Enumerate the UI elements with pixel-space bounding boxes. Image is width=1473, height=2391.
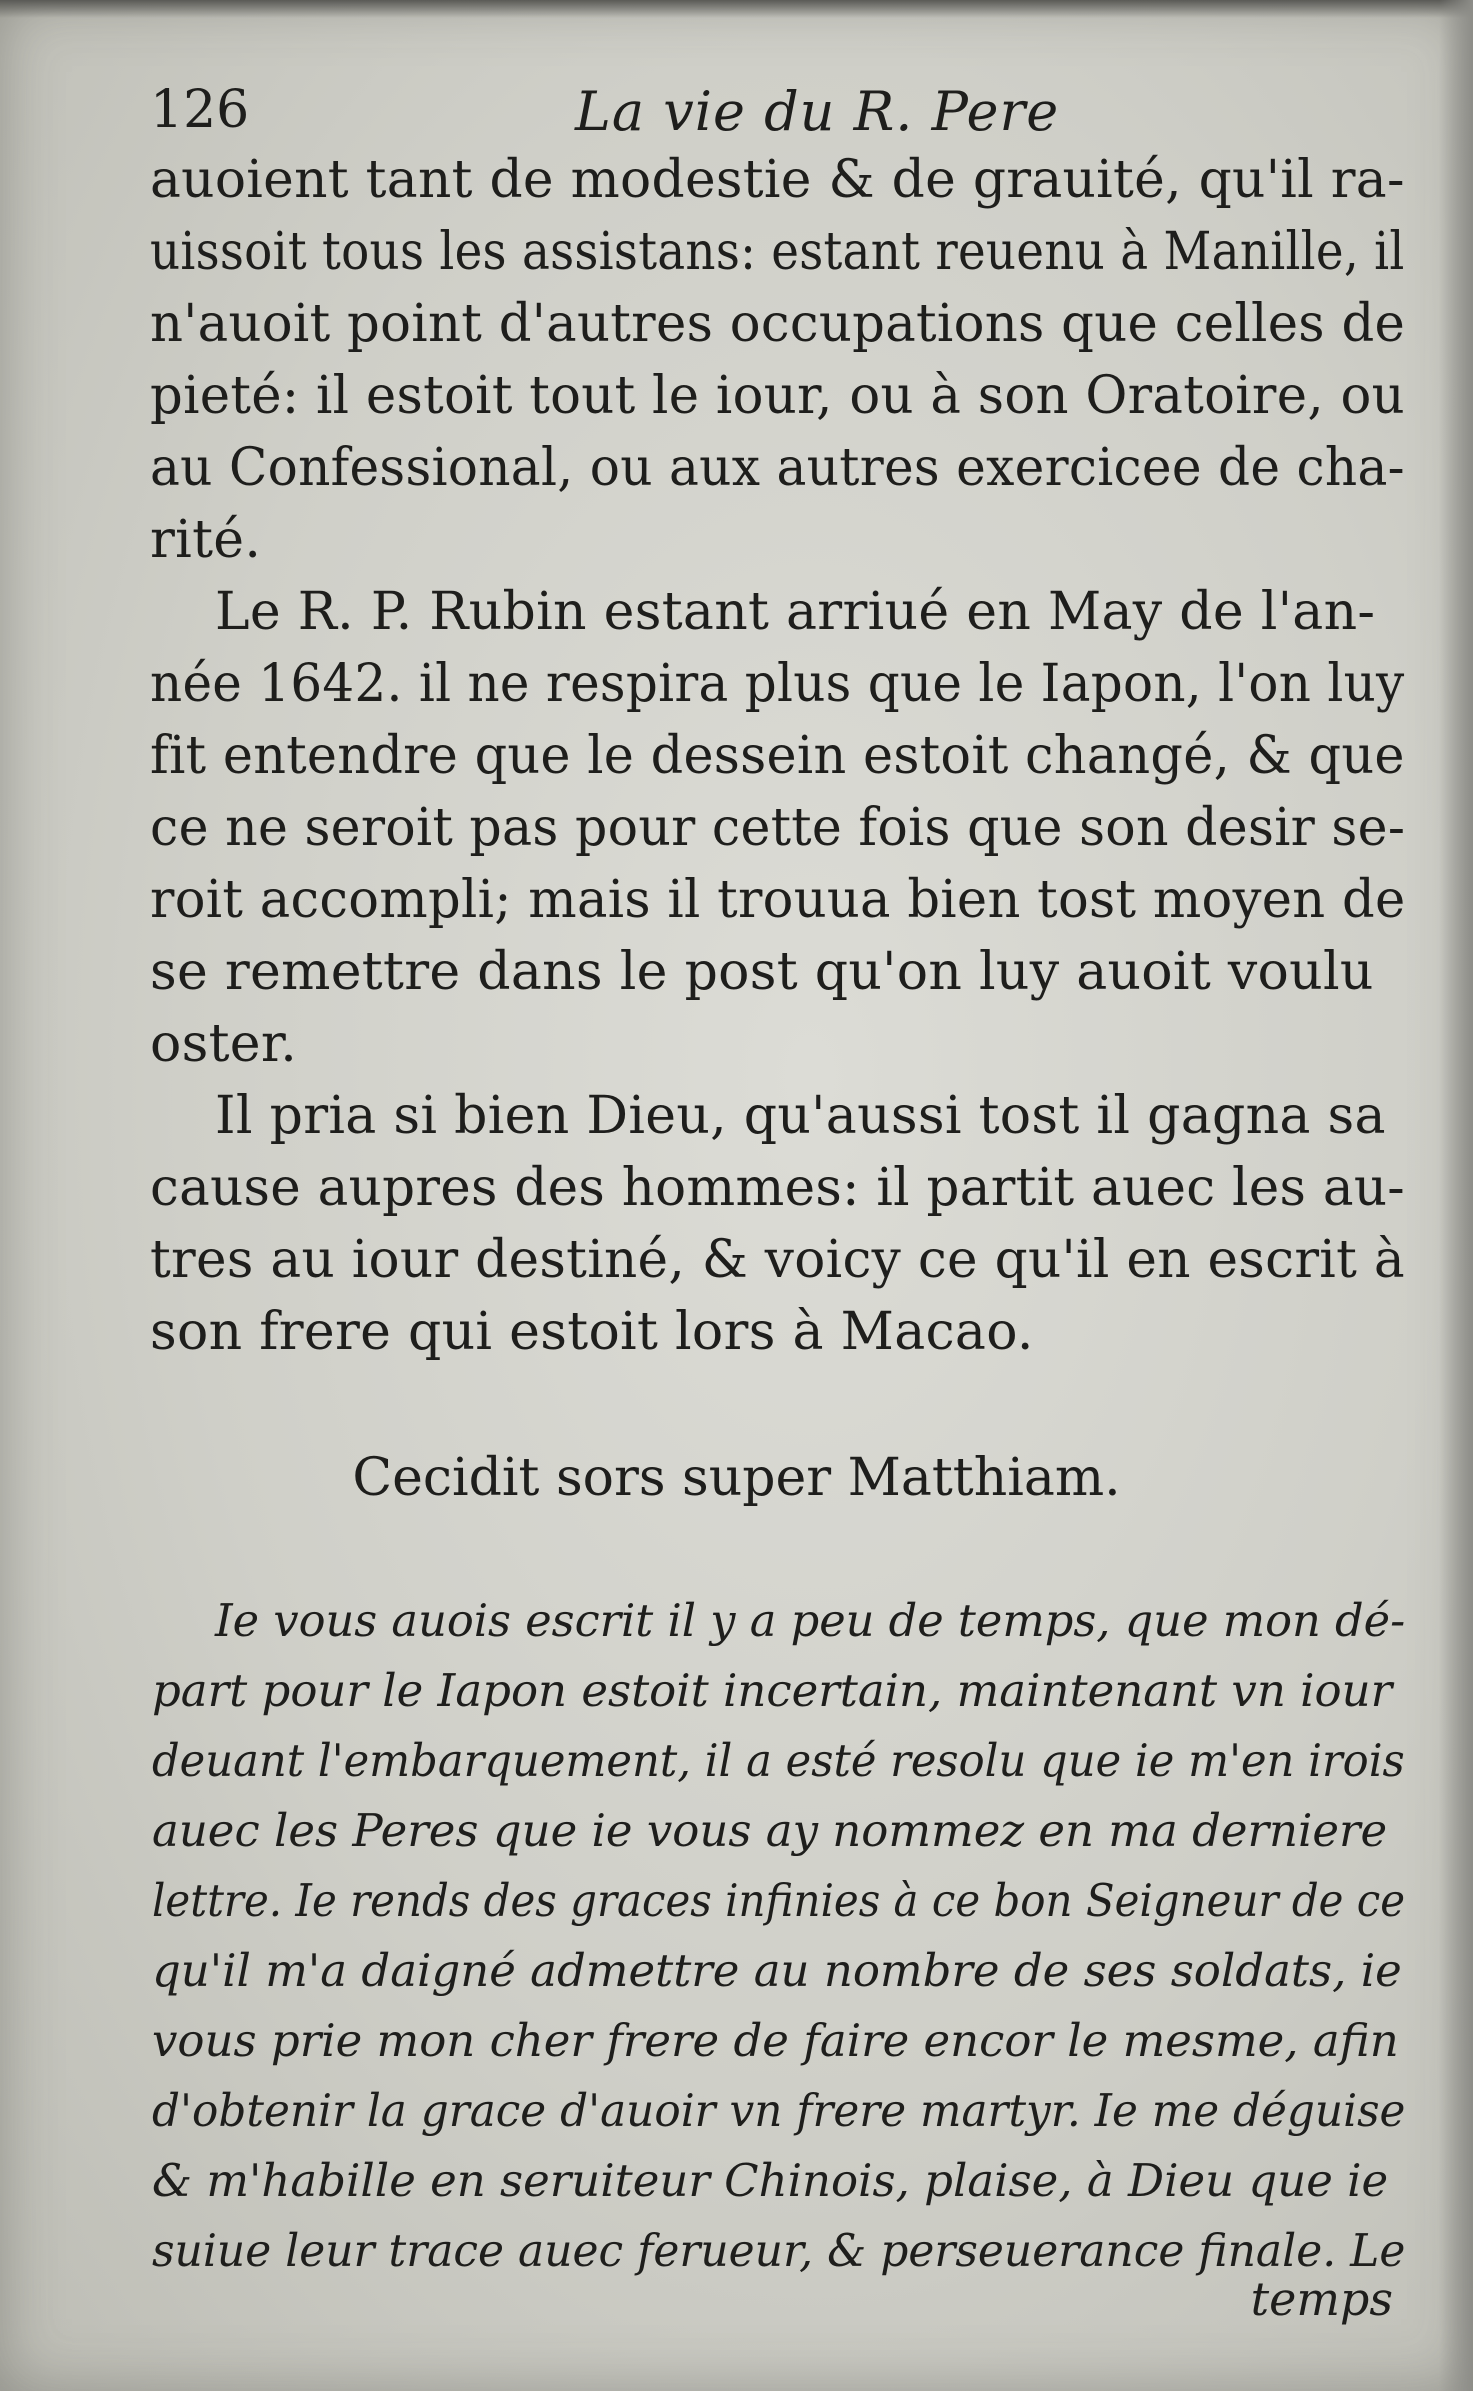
text-line: oster.	[150, 1014, 298, 1074]
letter-line: qu'il m'a daigné admettre au nombre de ses soldats, ie	[152, 1944, 1402, 1997]
text-line: Le R. P. Rubin estant arriué en May de l'an-	[215, 582, 1376, 642]
text-line: son frere qui estoit lors à Macao.	[150, 1302, 1034, 1362]
letter-line: suiue leur trace auec ferueur, & perseuerance finale. Le	[152, 2224, 1406, 2277]
text-line: n'auoit point d'autres occupations que celles de	[150, 294, 1406, 354]
text-line: Il pria si bien Dieu, qu'aussi tost il gagna sa	[215, 1086, 1386, 1146]
text-line: née 1642. il ne respira plus que le Iapon, l'on luy	[150, 654, 1405, 714]
catchword: temps	[1250, 2272, 1393, 2326]
text-line: auoient tant de modestie & de grauité, qu'il ra-	[150, 150, 1405, 210]
text-line: fit entendre que le dessein estoit changé, & que	[150, 726, 1405, 786]
letter-line: vous prie mon cher frere de faire encor le mesme, afin	[152, 2014, 1399, 2067]
section-heading: Cecidit sors super Matthiam.	[352, 1448, 1121, 1508]
letter-line: & m'habille en seruiteur Chinois, plaise, à Dieu que ie	[152, 2154, 1389, 2207]
letter-line: deuant l'embarquement, il a esté resolu que ie m'en irois	[152, 1734, 1405, 1787]
page-top-shadow	[0, 0, 1473, 18]
text-line: tres au iour destiné, & voicy ce qu'il en escrit à	[150, 1230, 1405, 1290]
text-line: rité.	[150, 510, 262, 570]
text-line: ce ne seroit pas pour cette fois que son desir se-	[150, 798, 1406, 858]
text-line: au Confessional, ou aux autres exercicee de cha-	[150, 438, 1405, 498]
page-header	[150, 80, 1410, 160]
text-line: roit accompli; mais il trouua bien tost moyen de	[150, 870, 1406, 930]
letter-line: d'obtenir la grace d'auoir vn frere martyr. Ie me déguise	[152, 2084, 1406, 2137]
letter-line: lettre. Ie rends des graces infinies à ce bon Seigneur de ce	[152, 1874, 1406, 1927]
page-gutter-shadow	[1439, 0, 1473, 2391]
page-number: 126	[150, 80, 250, 140]
text-line: pieté: il estoit tout le iour, ou à son Oratoire, ou	[150, 366, 1405, 426]
text-line: cause aupres des hommes: il partit auec les au-	[150, 1158, 1405, 1218]
letter-line: part pour le Iapon estoit incertain, maintenant vn iour	[152, 1664, 1393, 1717]
text-line: se remettre dans le post qu'on luy auoit voulu	[150, 942, 1374, 1002]
running-head: La vie du R. Pere	[575, 80, 1060, 143]
text-line: uissoit tous les assistans: estant reuenu à Manille, il	[150, 222, 1405, 282]
letter-line: Ie vous auois escrit il y a peu de temps, que mon dé-	[215, 1594, 1406, 1647]
letter-line: auec les Peres que ie vous ay nommez en ma derniere	[152, 1804, 1388, 1857]
